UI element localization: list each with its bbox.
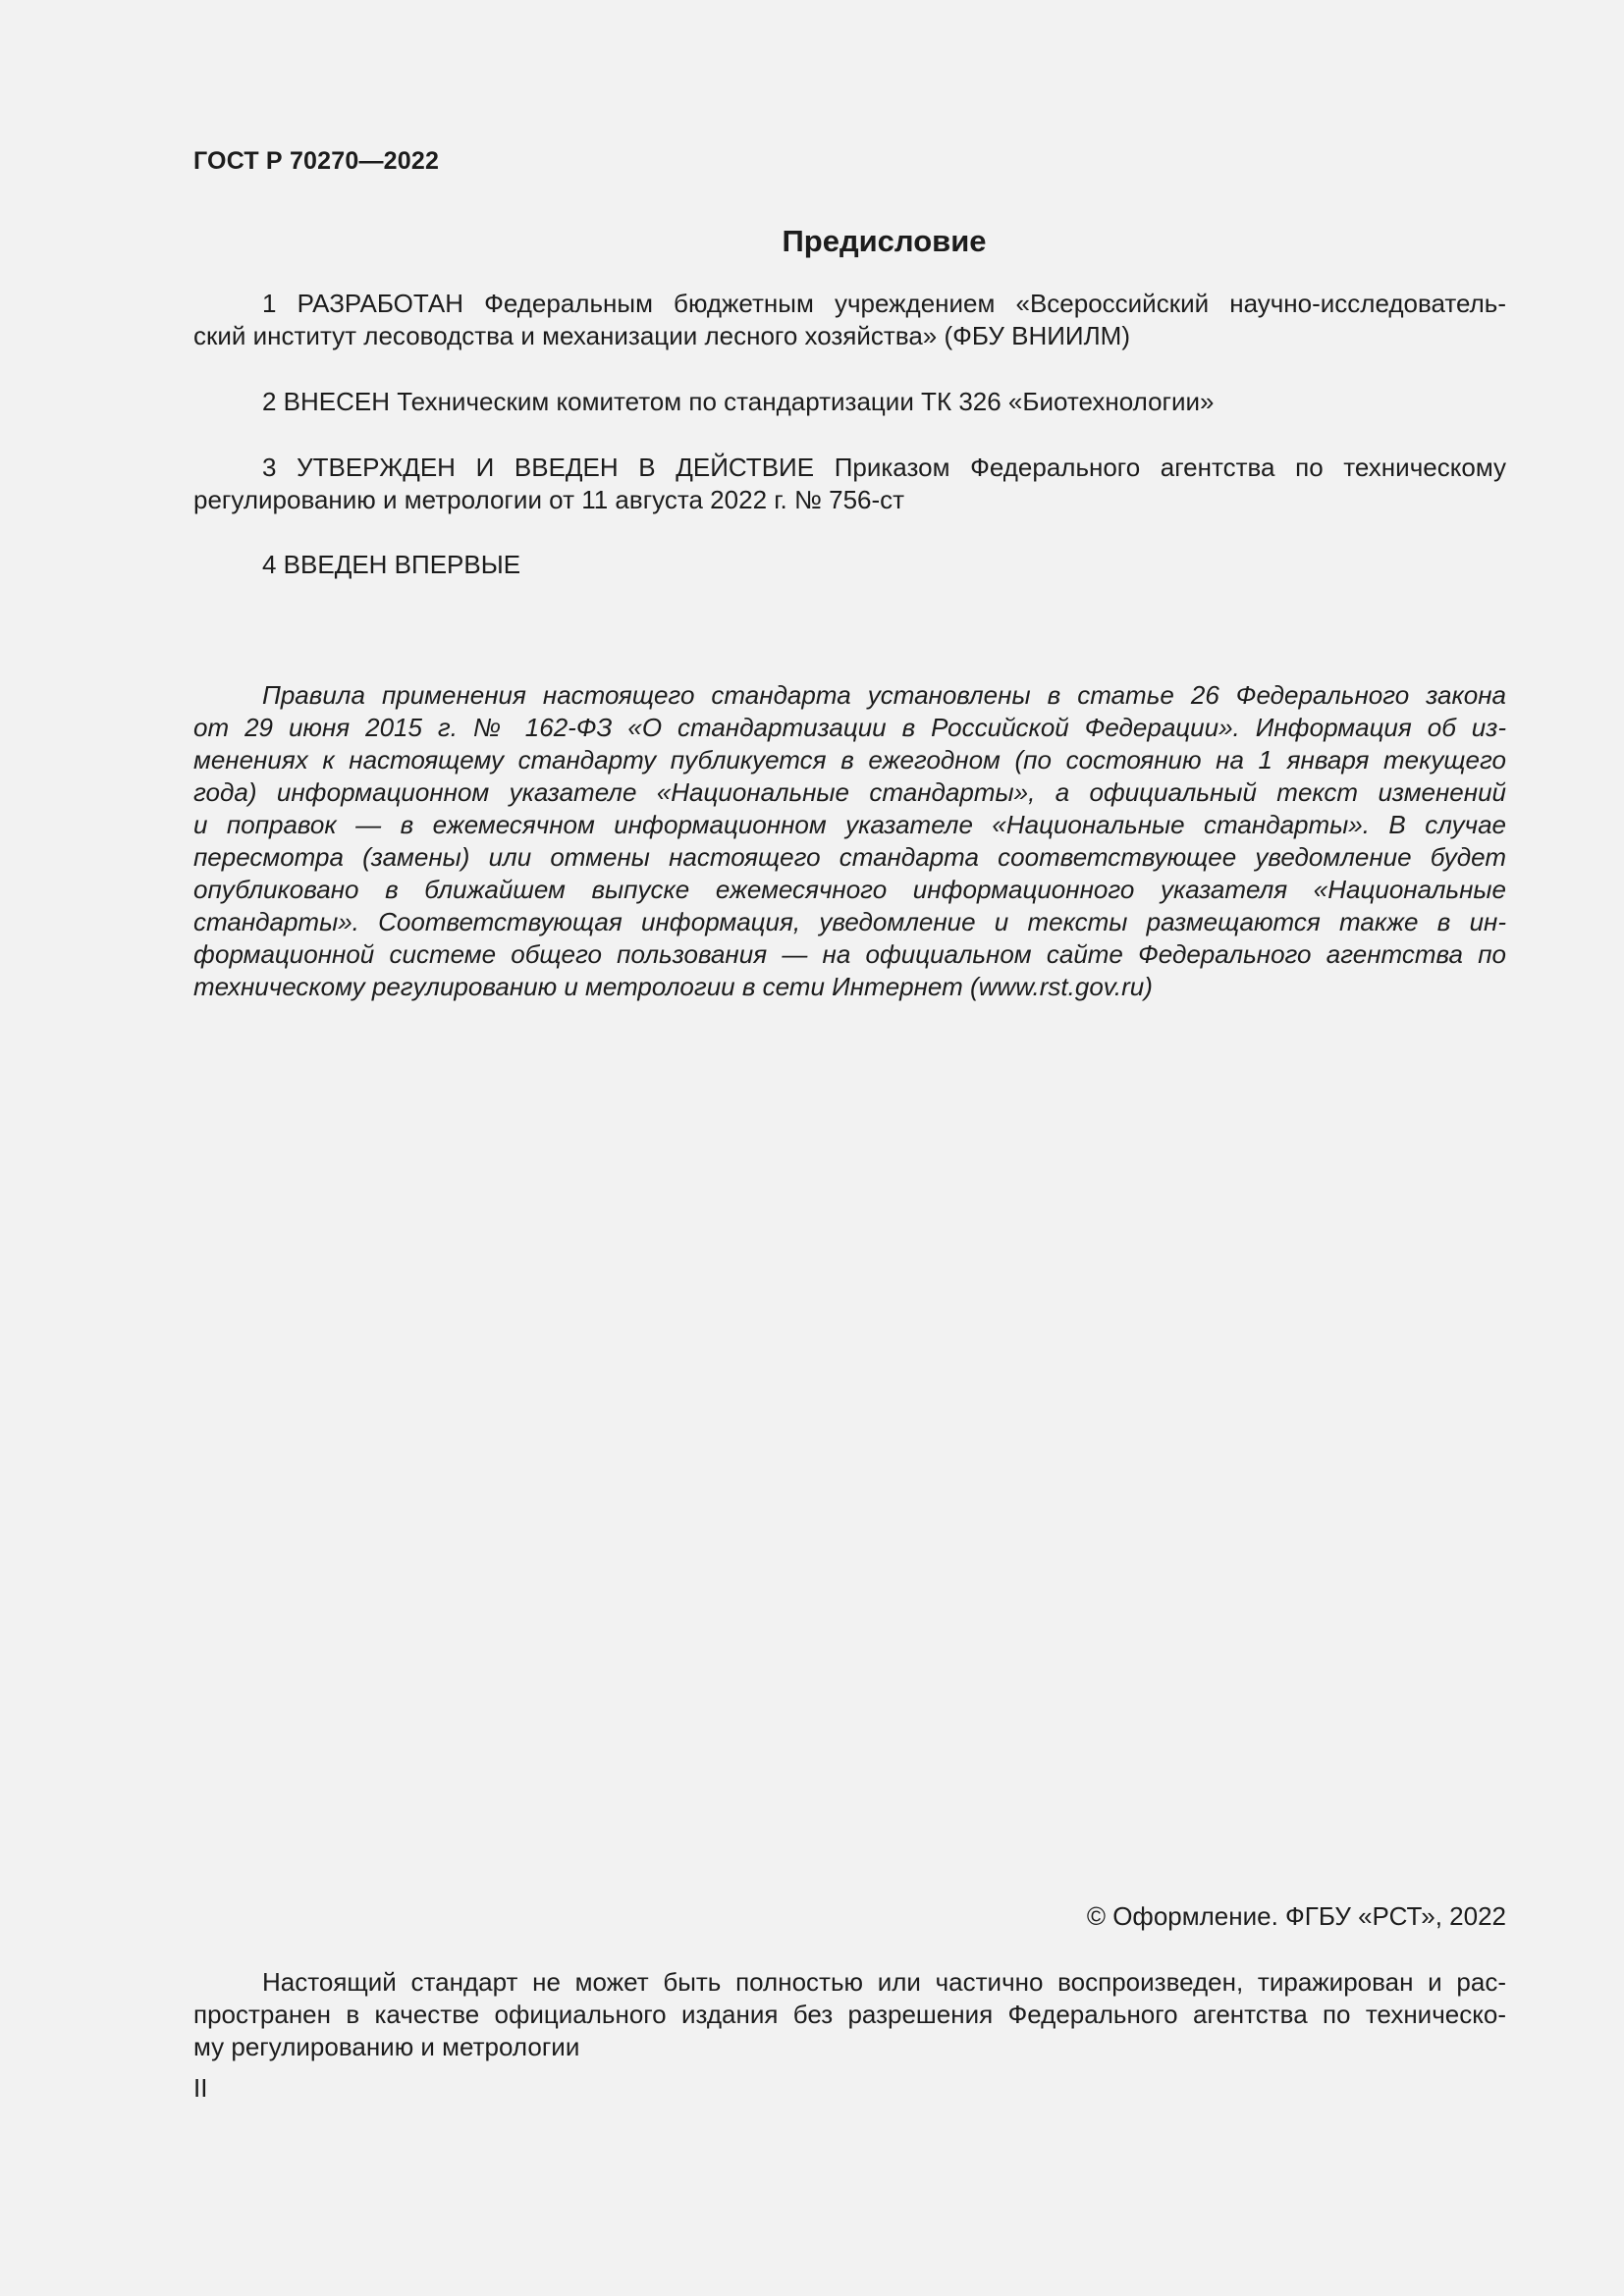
- text-line: 3 УТВЕРЖДЕН И ВВЕДЕН В ДЕЙСТВИЕ Приказом Федерального агентства по техническому: [262, 453, 1506, 482]
- text-line: 2 ВНЕСЕН Техническим комитетом по стандартизации ТК 326 «Биотехнологии»: [262, 387, 1215, 416]
- text-line: Правила применения настоящего стандарта установлены в статье 26 Федерального закона: [262, 680, 1506, 710]
- text-line: и поправок — в ежемесячном информационном указателе «Национальные стандарты». В случае: [193, 810, 1506, 839]
- foreword-item-4: [193, 549, 1506, 581]
- text-line: Настоящий стандарт не может быть полностью или частично воспроизведен, тиражирован и рас-: [262, 1967, 1506, 1997]
- text-line: 1 РАЗРАБОТАН Федеральным бюджетным учреждением «Всероссийский научно-исследователь-: [262, 289, 1506, 318]
- text-line: му регулированию и метрологии: [193, 2032, 580, 2061]
- rules-notice: [193, 679, 1506, 1003]
- text-line: года) информационном указателе «Национальные стандарты», а официальный текст изменений: [193, 777, 1506, 807]
- text-line: 4 ВВЕДЕН ВПЕРВЫЕ: [262, 550, 521, 579]
- page-title: Предисловие: [782, 224, 987, 258]
- foreword-item-2: [193, 386, 1506, 418]
- text-line: регулированию и метрологии от 11 августа 2022 г. № 756-ст: [193, 485, 905, 514]
- text-line: стандарты». Соответствующая информация, уведомление и тексты размещаются также в ин-: [193, 907, 1506, 936]
- copyright-notice: © Оформление. ФГБУ «РСТ», 2022: [1086, 1901, 1506, 1931]
- page-number: II: [193, 2073, 208, 2103]
- foreword-item-3: [193, 452, 1506, 516]
- text-line: опубликовано в ближайшем выпуске ежемесячного информационного указателя «Национальные: [193, 875, 1506, 904]
- document-code: ГОСТ Р 70270—2022: [193, 147, 440, 175]
- text-line: от 29 июня 2015 г. № 162-ФЗ «О стандартизации в Российской Федерации». Информация об из-: [193, 713, 1506, 742]
- foreword-item-1: [193, 288, 1506, 352]
- text-line: пересмотра (замены) или отмены настоящего стандарта соответствующее уведомление будет: [193, 842, 1506, 872]
- text-line: пространен в качестве официального издания без разрешения Федерального агентства по техническо-: [193, 2000, 1506, 2029]
- text-line: формационной системе общего пользования — на официальном сайте Федерального агентства по: [193, 939, 1506, 969]
- text-line: менениях к настоящему стандарту публикуется в ежегодном (по состоянию на 1 января текущего: [193, 745, 1506, 774]
- text-line: техническому регулированию и метрологии в сети Интернет (www.rst.gov.ru): [193, 972, 1153, 1001]
- text-line: ский институт лесоводства и механизации лесного хозяйства» (ФБУ ВНИИЛМ): [193, 321, 1130, 350]
- reproduction-notice: [193, 1966, 1506, 2063]
